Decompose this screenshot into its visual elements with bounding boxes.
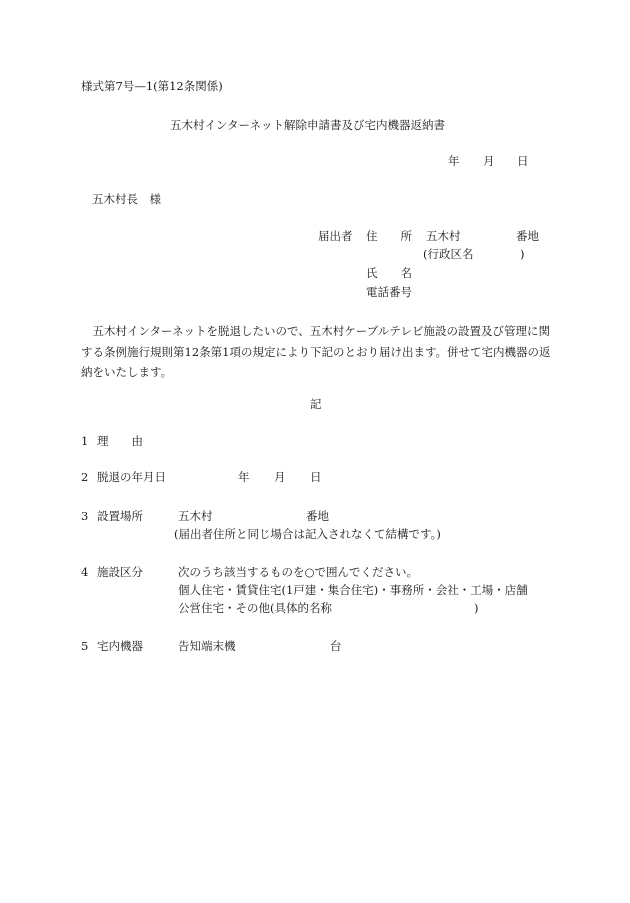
date-month: 月 — [483, 154, 495, 168]
district-open: (行政区名 — [423, 247, 474, 261]
item-2-number: 2 — [81, 470, 89, 484]
item-2-day: 日 — [310, 470, 322, 484]
ki-heading: 記 — [310, 397, 322, 411]
item-5-device: 告知端末機 — [178, 639, 236, 653]
body-paragraph: 五木村インターネットを脱退したいので、五木村ケーブルテレビ施設の設置及び管理に関する条例施行規則第12条第1項の規定により下記のとおり届け出ます。併せて宅内機器の返納をいたします。 — [81, 324, 551, 379]
district-close: ) — [520, 247, 525, 261]
item-2-year: 年 — [238, 470, 250, 484]
item-5-unit: 台 — [330, 639, 342, 653]
item-4-options-line1: 個人住宅・賃貸住宅(1戸建・集合住宅)・事務所・会社・工場・店舗 — [178, 583, 528, 597]
item-5-label: 宅内機器 — [97, 639, 143, 653]
item-4-options-line2: 公営住宅・その他(具体的名称 — [178, 601, 332, 615]
applicant-label: 届出者 — [318, 229, 353, 243]
item-4-number: 4 — [81, 565, 89, 579]
item-3-village: 五木村 — [178, 509, 213, 523]
item-3-number: 3 — [81, 509, 89, 523]
item-4-instruction: 次のうち該当するものを○で囲んでください。 — [178, 565, 419, 579]
address-label: 住 所 — [366, 229, 412, 243]
date-day: 日 — [517, 154, 529, 168]
item-1-label: 理 由 — [97, 434, 143, 448]
item-3-label: 設置場所 — [97, 509, 143, 523]
item-3-note: (届出者住所と同じ場合は記入されなくて結構です。) — [174, 527, 441, 541]
address-banchi: 番地 — [516, 229, 539, 243]
item-4-label: 施設区分 — [97, 565, 143, 579]
address-village: 五木村 — [426, 229, 461, 243]
date-year: 年 — [448, 154, 460, 168]
addressee: 五木村長 様 — [92, 192, 161, 206]
item-2-label: 脱退の年月日 — [97, 470, 166, 484]
phone-label: 電話番号 — [366, 285, 412, 299]
item-3-banchi: 番地 — [306, 509, 329, 523]
item-4-options-close: ) — [474, 601, 479, 615]
form-label: 様式第7号—1(第12条関係) — [81, 79, 223, 93]
item-5-number: 5 — [81, 639, 89, 653]
name-label: 氏 名 — [366, 266, 412, 280]
document-title: 五木村インターネット解除申請書及び宅内機器返納書 — [170, 118, 445, 132]
item-1-number: 1 — [81, 434, 89, 448]
item-2-month: 月 — [274, 470, 286, 484]
